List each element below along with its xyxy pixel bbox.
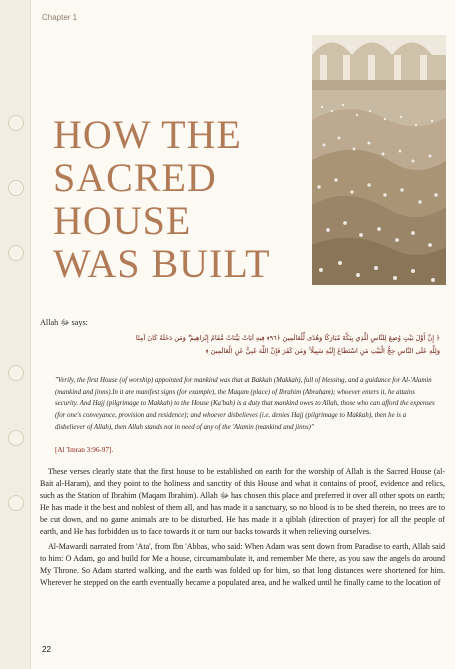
mosque-photo bbox=[312, 35, 446, 285]
title-line: SACRED bbox=[53, 155, 217, 200]
border-ornament-icon bbox=[8, 180, 24, 196]
ornamental-border bbox=[0, 0, 31, 669]
arabic-verse-line: وَلِلَّهِ عَلَى النَّاسِ حِجُّ الْبَيْتِ مَنِ اسْتَطَاعَ إِلَيْهِ سَبِيلًا ۚ وَمَن كَفَرَ فَإِنَّ اللَّهَ غَنِيٌّ عَنِ الْعَالَمِينَ ﴾ bbox=[205, 347, 440, 355]
body-paragraph: Al-Mawardi narrated from 'Ata', from Ibn 'Abbas, who said: When Adam was sent down from Paradise to earth, Allah said to him: O Adam, go and build for Me a house, circumambulate it, and remember Me there, as you saw the angels do around My Throne. So Adam started walking, and the earth was folded up for him, so that long distances were shortened for him. Wherever he stepped on the earth eventually became a populated area, and he walked until he finally came to the location of bbox=[40, 541, 445, 587]
mosque-photo-graphic bbox=[312, 35, 446, 285]
chapter-title bbox=[53, 113, 283, 285]
border-ornament-icon bbox=[8, 115, 24, 131]
border-ornament-icon bbox=[8, 495, 24, 511]
border-ornament-icon bbox=[8, 245, 24, 261]
title-line: HOW THE bbox=[53, 112, 242, 157]
arabic-verse bbox=[48, 332, 440, 358]
arabic-verse-line: ﴿ إِنَّ أَوَّلَ بَيْتٍ وُضِعَ لِلنَّاسِ لَلَّذِي بِبَكَّةَ مُبَارَكًا وَهُدًى لِّلْعَالَمِينَ ﴿٩٦﴾ فِيهِ آيَاتٌ بَيِّنَاتٌ مَّقَامُ إِبْرَاهِيمَ ۖ وَمَن دَخَلَهُ كَانَ آمِنًا bbox=[135, 334, 440, 342]
verse-translation: "Verily, the first House (of worship) appointed for mankind was that at Bakkah (Makkah), full of blessing, and a guidance for Al-'Alamin (mankind and jinns).In it are manifest signs (for example), the Maqam (place) of Ibrahim (Abraham); whoever enters it, he attains security. And Hajj (pilgrimage to Makkah) to the House (Ka'bah) is a duty that mankind owes to Allah, those who can afford the expenses (for one's conveyance, provision and residence); and whoever disbelieves (i.e. denies Hajj (pilgrimage to Makkah), then he is a disbeliever of Allah), then Allah stands not in need of any of the 'Alamin (mankind and jinns)" bbox=[55, 377, 435, 431]
body-text bbox=[40, 466, 445, 589]
border-ornament-icon bbox=[8, 365, 24, 381]
verse-introduction: Allah ﷻ says: bbox=[40, 318, 88, 327]
border-ornament-icon bbox=[8, 430, 24, 446]
body-paragraph: These verses clearly state that the first house to be established on earth for the worship of Allah is the Sacred House (al-Bait al-Haram), and they point to the holiness and sanctity of this House and what it contains of proof, evidence and relics, such as the Station of Ibrahim (Maqam Ibrahim). Allah ﷻ has chosen this place and preferred it over all other spots on earth; He has made it the best and noblest of them all, and has made it a sanctuary, so no blood is to be shed therein, no trees are to be cut down, and no game animals are to be disturbed. He has made it a qiblah (direction of prayer) for all the people of earth, and He has forbidden us to face towards it or turn our backs towards it when relieving ourselves. bbox=[40, 467, 445, 537]
page-number: 22 bbox=[42, 645, 51, 654]
chapter-label: Chapter 1 bbox=[42, 13, 78, 22]
title-line: HOUSE bbox=[53, 198, 192, 243]
verse-reference: [Al 'Imran 3:96-97]. bbox=[55, 446, 114, 454]
title-line: WAS BUILT bbox=[53, 241, 271, 286]
